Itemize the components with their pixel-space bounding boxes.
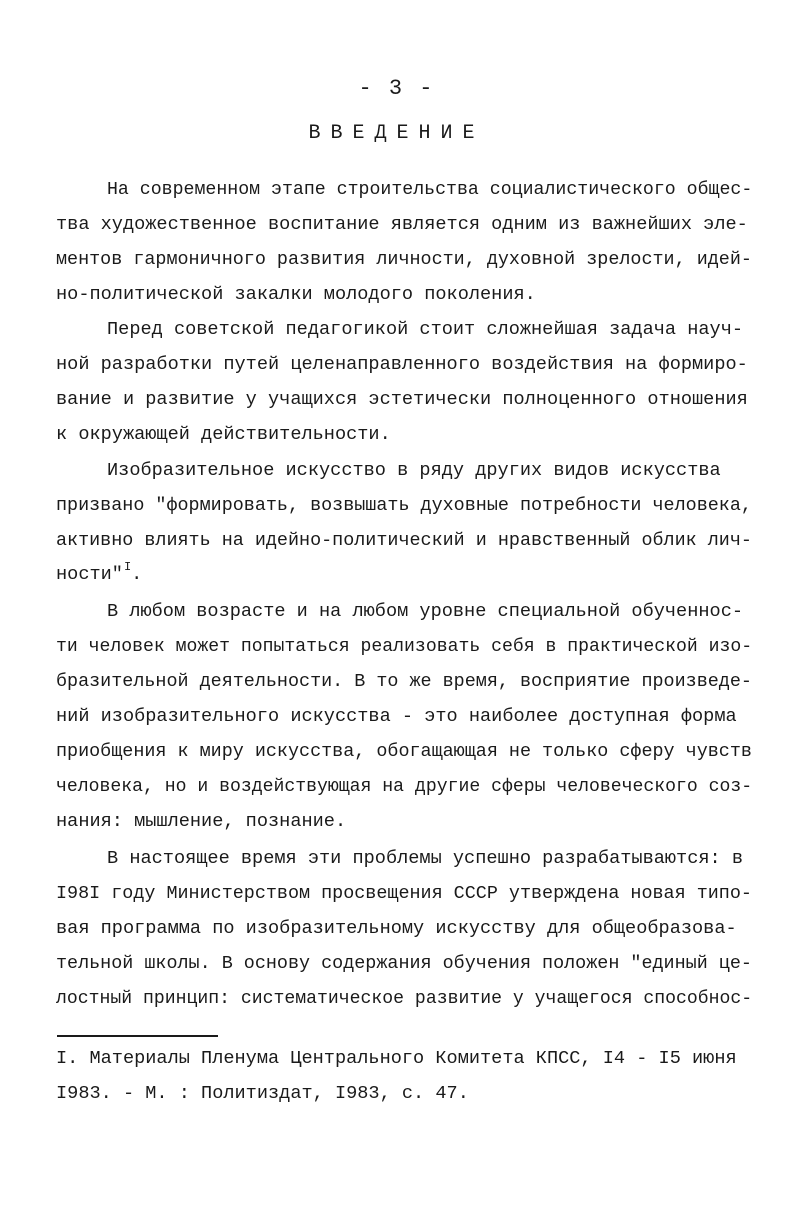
footnote-divider [57,1035,218,1037]
footnote-line: I. Материалы Пленума Центрального Комитета КПСС, I4 - I5 июня [56,1048,737,1069]
text-line: тва художественное воспитание является одним из важнейших эле- [56,214,748,235]
text-line: Изобразительное искусство в ряду других видов искусства [107,460,721,481]
text-line: человека, но и воздействующая на другие сферы человеческого соз- [56,776,753,797]
footnote-marker: I [123,560,132,574]
text-line: I98I году Министерством просвещения СССР утверждена новая типо- [56,883,752,904]
text-line: нания: мышление, познание. [56,811,347,832]
text-line: ти человек может попытаться реализовать себя в практической изо- [56,636,753,657]
text-line: вание и развитие у учащихся эстетически полноценного отношения [56,389,748,410]
page-number: - 3 - [358,76,435,101]
text-line: ментов гармоничного развития личности, духовной зрелости, идей- [56,249,752,270]
text-line: В настоящее время эти проблемы успешно разрабатываются: в [107,848,744,869]
text-line: вая программа по изобразительному искусству для общеобразова- [56,918,737,939]
text-line: лостный принцип: систематическое развитие у учащегося способнос- [56,988,753,1009]
text-line: На современном этапе строительства социалистического общес- [107,179,753,200]
text-line: приобщения к миру искусства, обогащающая не только сферу чувств [56,741,752,762]
text-line: Перед советской педагогикой стоит сложнейшая задача науч- [107,319,744,340]
text-line: В любом возрасте и на любом уровне специальной обученнос- [107,601,744,622]
text-fragment: . [131,564,143,585]
text-line: бразительной деятельности. В то же время, восприятие произведе- [56,671,752,692]
text-fragment: ности" [56,564,123,585]
footnote-line: I983. - М. : Политиздат, I983, с. 47. [56,1083,469,1104]
text-line: ний изобразительного искусства - это наиболее доступная форма [56,706,737,727]
text-line: к окружающей действительности. [56,424,391,445]
text-line: активно влиять на идейно-политический и нравственный облик лич- [56,530,752,551]
text-line: призвано "формировать, возвышать духовные потребности человека, [56,495,752,516]
section-heading: ВВЕДЕНИЕ [308,122,485,145]
text-line-with-footnote [56,560,143,585]
text-line: ной разработки путей целенаправленного воздействия на формиро- [56,354,748,375]
text-line: тельной школы. В основу содержания обучения положен "единый це- [56,953,752,974]
text-line: но-политической закалки молодого поколения. [56,284,536,305]
